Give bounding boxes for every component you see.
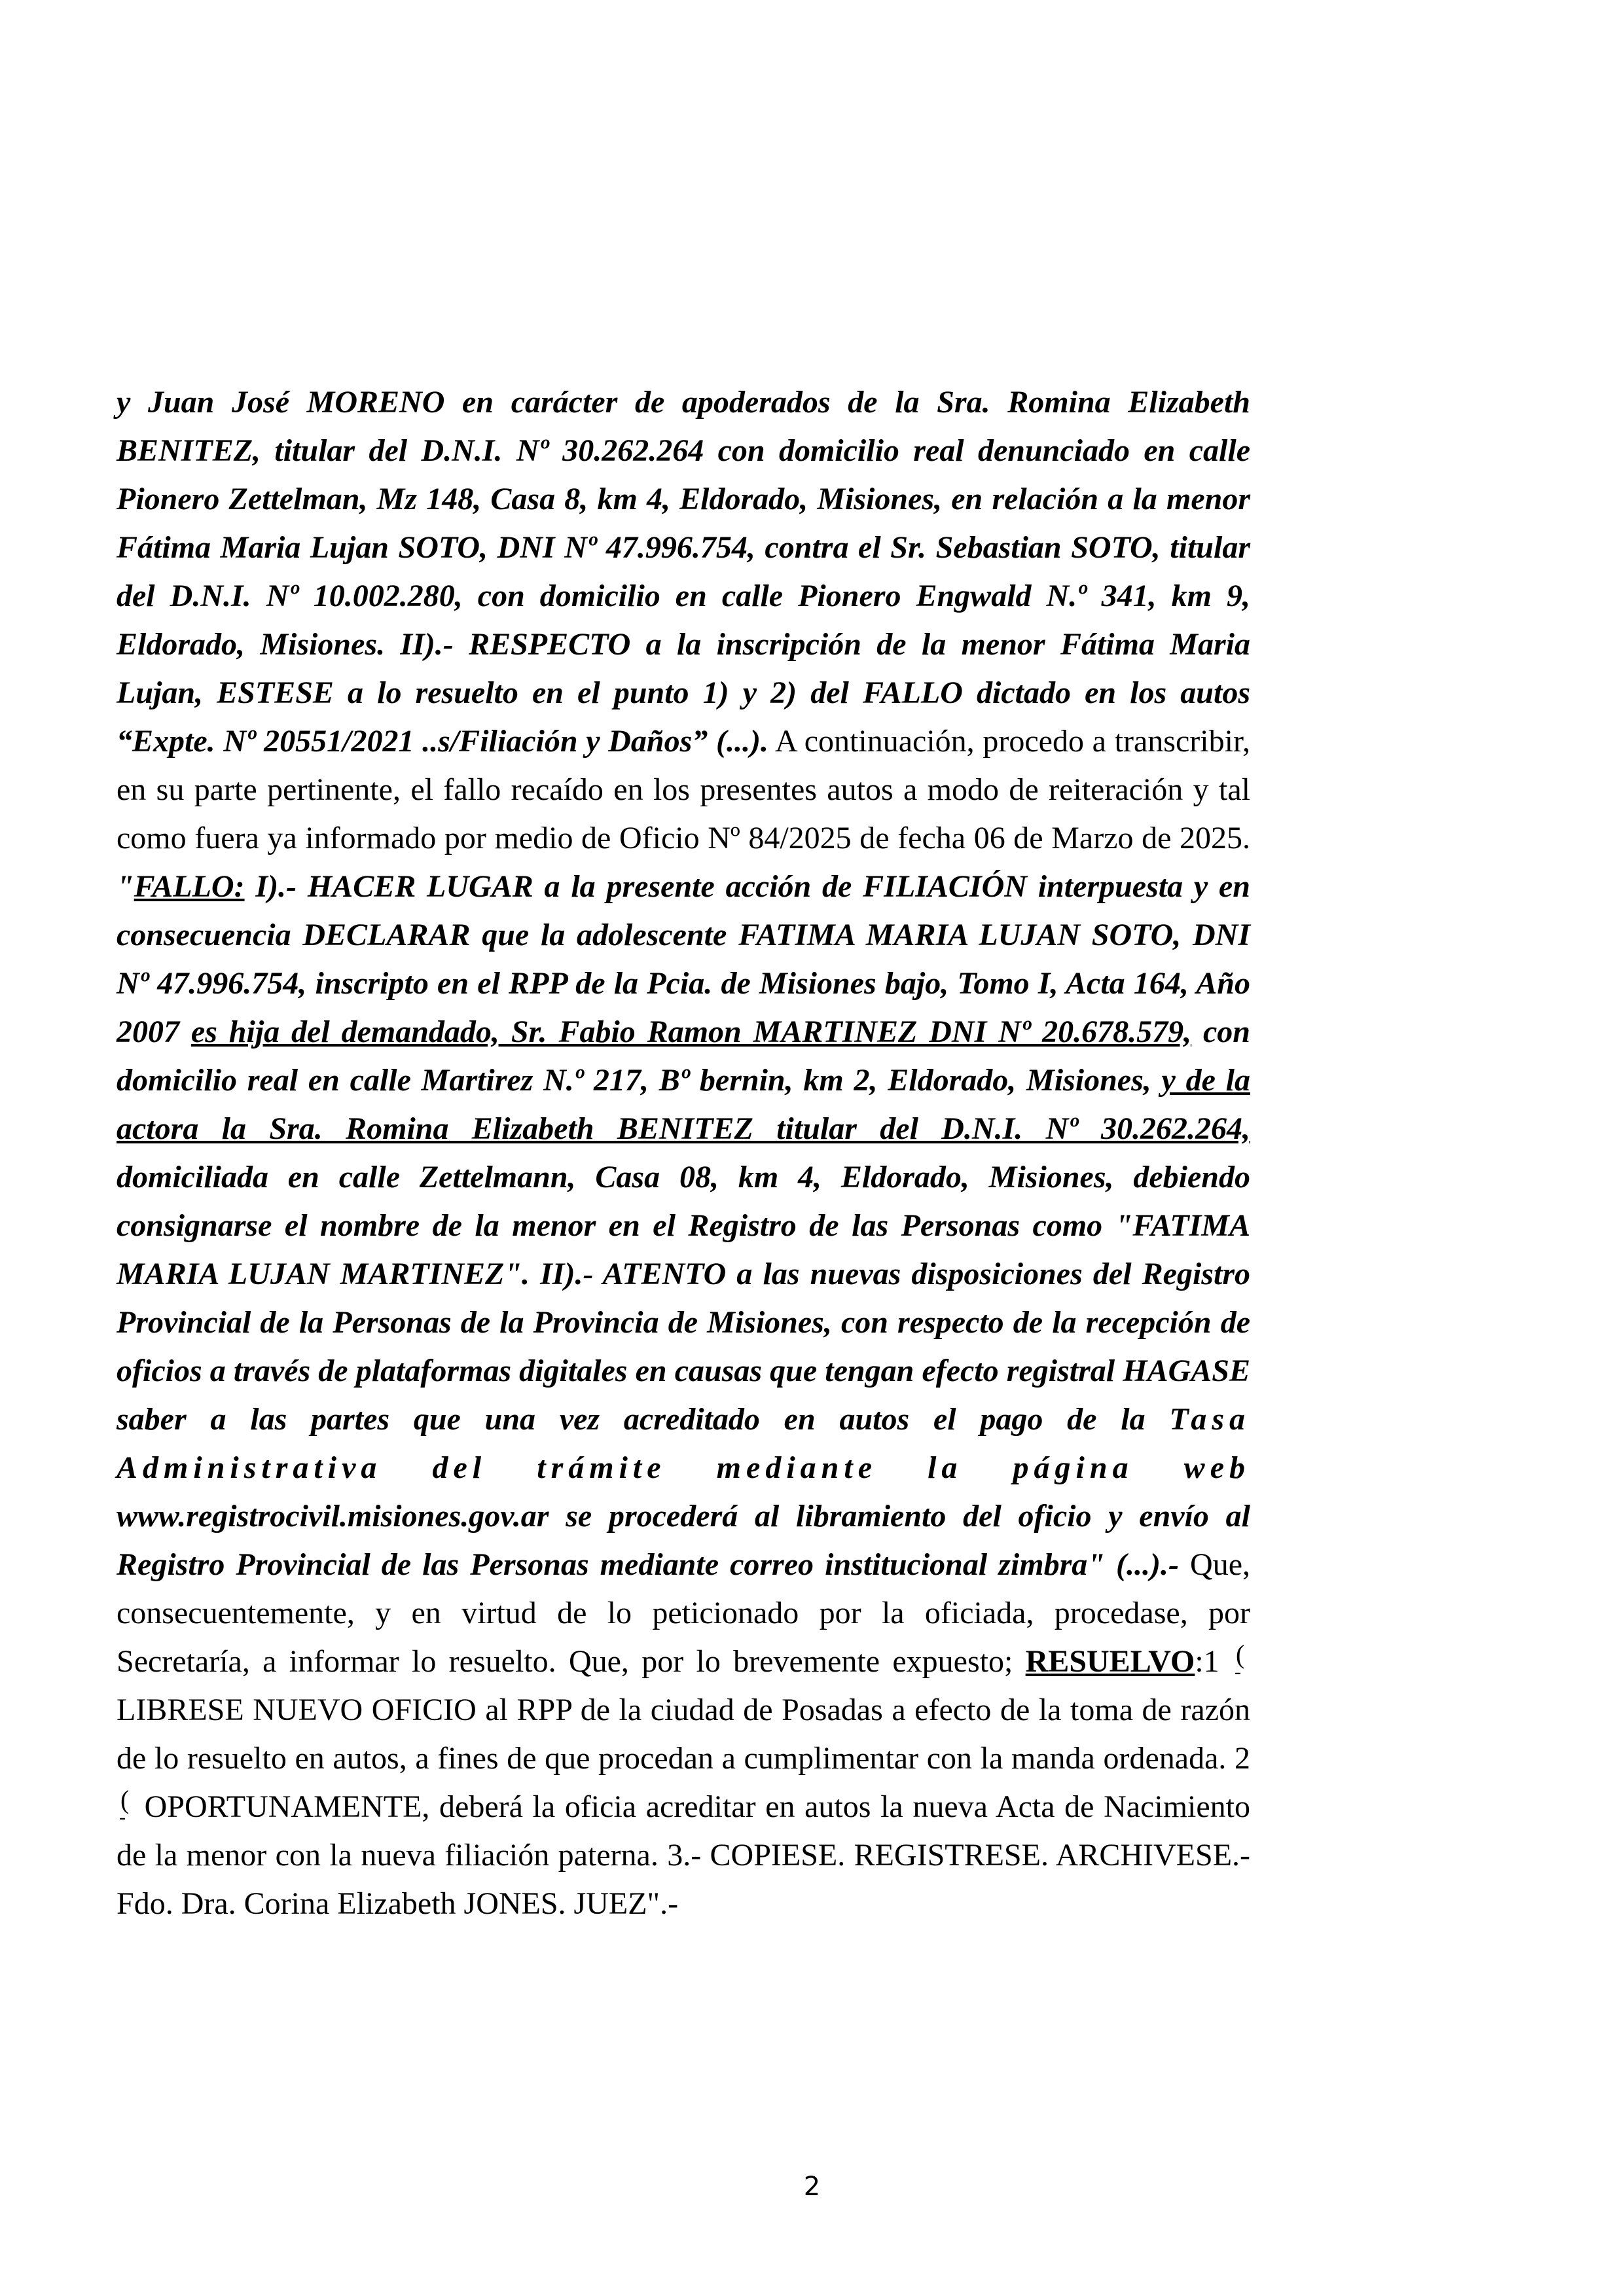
fallo-label: FALLO: [134, 869, 245, 904]
fallo-text-continued: domiciliada en calle Zettelmann, Casa 08, km 4, Eldorado, Misiones, debiendo consignarse el nombre de la menor en el Registro de las Personas como "FATIMA MARIA LUJAN MARTINEZ". II).- ATENTO a las nuevas disposiciones del Registro Provincial de la Personas de la Provincia de Misiones, con respecto de la recepción de oficios a través de plataformas digitales en causas que tengan efecto registral HAGASE saber a las partes que una vez acreditado en autos el pago de la [117, 1160, 1250, 1437]
fallo-text: I).- HACER LUGAR a la presente acción de FILIACIÓN interpuesta y en consecuencia DECLARAR que la adolescente FATIMA MARIA LUJAN SOTO, DNI Nº 47.996.754, inscripto en el RPP de la Pcia. de Misiones bajo, Tomo I, Acta 164, Año 2007 [117, 869, 1250, 1049]
text-segment-closing: OPORTUNAMENTE, deberá la oficia acreditar en autos la nueva Acta de Nacimiento de la menor con la nueva filiación paterna. 3.- COPIESE. REGISTRESE. ARCHIVESE.- Fdo. Dra. Corina Elizabeth JONES. JUEZ".- [117, 1789, 1250, 1921]
resuelvo-label: RESUELVO [1025, 1644, 1195, 1679]
fallo-text-web: www.registrocivil.misiones.gov.ar se procederá al libramiento del oficio y envío al Registro Provincial de las Personas mediante correo institucional zimbra" (...).- [117, 1499, 1250, 1582]
text-segment-librese: LIBRESE NUEVO OFICIO al RPP de la ciudad de Posadas a efecto de la toma de razón de lo resuelto en autos, a fines de que procedan a cumplimentar con la manda ordenada. 2 [117, 1693, 1250, 1776]
spaced-segment-tasa: Tasa Administrativa del trámite mediante la página web [117, 1402, 1250, 1485]
text-segment-item-1: :1 [1195, 1644, 1232, 1679]
document-body [117, 378, 1250, 1928]
text-segment-consecuente: Que, consecuentemente, y en virtud de lo peticionado por la oficiada, procedase, por Secretaría, a informar lo resuelto. Que, por lo brevemente expuesto; [117, 1547, 1251, 1679]
underlined-segment-mother: y de la actora la Sra. Romina Elizabeth BENITEZ titular del D.N.I. Nº 30.262.264, [117, 1063, 1250, 1146]
text-segment-bold-italic: y Juan José MORENO en carácter de apoderados de la Sra. Romina Elizabeth BENITEZ, titular del D.N.I. Nº 30.262.264 con domicilio real denunciado en calle Pionero Zettelman, Mz 148, Casa 8, km 4, Eldorado, Misiones, en relación a la menor Fátima Maria Lujan SOTO, DNI Nº 47.996.754, contra el Sr. Sebastian SOTO, titular del D.N.I. Nº 10.002.280, con domicilio en calle Pionero Engwald N.º 341, km 9, Eldorado, Misiones. II).- RESPECTO a la inscripción de la menor Fátima Maria Lujan, ESTESE a lo resuelto en el punto 1) y 2) del FALLO dictado en los autos “Expte. Nº 20551/2021 ..s/Filiación y Daños” (...). [117, 385, 1250, 759]
underlined-segment-father: es hija del demandado, Sr. Fabio Ramon MARTINEZ DNI Nº 20.678.579, [190, 1014, 1192, 1049]
fallo-text-domicilio: con domicilio real en calle Martirez N.º 217, Bº bernin, km 2, Eldorado, Misiones, [117, 1014, 1251, 1098]
body-paragraph: y Juan José MORENO en carácter de apoderados de la Sra. Romina Elizabeth BENITEZ, titular del D.N.I. Nº 30.262.264 con domicilio real denunciado en calle Pionero Zettelman, Mz 148, Casa 8, km 4, Eldorado, Misiones, en relación a la menor Fátima Maria Lujan SOTO, DNI Nº 47.996.754, contra el Sr. Sebastian SOTO, titular del D.N.I. Nº 10.002.280, con domicilio en calle Pionero Engwald N.º 341, km 9, Eldorado, Misiones. II).- RESPECTO a la inscripción de la menor Fátima Maria Lujan, ESTESE a lo resuelto en el punto 1) y 2) del FALLO dictado en los autos “Expte. Nº 20551/2021 ..s/Filiación y Daños” (...). A continuación, procedo a transcribir, en su parte pertinente, el fallo recaído en los presentes autos a modo de reiteración y tal como fuera ya informado por medio de Oficio Nº 84/2025 de fecha 06 de Marzo de 2025. "FALLO: I).- HACER LUGAR a la presente acción de FILIACIÓN interpuesta y en consecuencia DECLARAR que la adolescente FATIMA MARIA LUJAN SOTO, DNI Nº 47.996.754, inscripto en el RPP de la Pcia. de Misiones bajo, Tomo I, Acta 164, Año 2007 es hija del demandado, Sr. Fabio Ramon MARTINEZ DNI Nº 20.678.579, con domicilio real en calle Martirez N.º 217, Bº bernin, km 2, Eldorado, Misiones, y de la actora la Sra. Romina Elizabeth BENITEZ titular del D.N.I. Nº 30.262.264, domiciliada en calle Zettelmann, Casa 08, km 4, Eldorado, Misiones, debiendo consignarse el nombre de la menor en el Registro de las Personas como "FATIMA MARIA LUJAN MARTINEZ". II).- ATENTO a las nuevas disposiciones del Registro Provincial de la Personas de la Provincia de Misiones, con respecto de la recepción de oficios a través de plataformas digitales en causas que tengan efecto registral HAGASE saber a las partes que una vez acreditado en autos el pago de la Tasa Administrativa del trámite mediante la página web www.registrocivil.misiones.gov.ar se procederá al libramiento del oficio y envío al Registro Provincial de las Personas mediante correo institucional zimbra" (...).- Que, consecuentemente, y en virtud de lo peticionado por la oficiada, procedase, por Secretaría, a informar lo resuelto. Que, por lo brevemente expuesto; RESUELVO:1 ( - LIBRESE NUEVO OFICIO al RPP de la ciudad de Posadas a efecto de la toma de razón de lo resuelto en autos, a fines de que procedan a cumplimentar con la manda ordenada. 2 ( - OPORTUNAMENTE, deberá la oficia acreditar en autos la nueva Acta de Nacimiento de la menor con la nueva filiación paterna. 3.- COPIESE. REGISTRESE. ARCHIVESE.- Fdo. Dra. Corina Elizabeth JONES. JUEZ".- [117, 385, 1251, 1921]
text-segment: A continuación, procedo a transcribir, en su parte pertinente, el fallo recaído en los presentes autos a modo de reiteración y tal como fuera ya informado por medio de Oficio Nº 84/2025 de fecha 06 de Marzo de 2025. [117, 724, 1251, 855]
text-segment-quote: " [117, 869, 134, 904]
page-number: 2 [803, 2172, 821, 2202]
